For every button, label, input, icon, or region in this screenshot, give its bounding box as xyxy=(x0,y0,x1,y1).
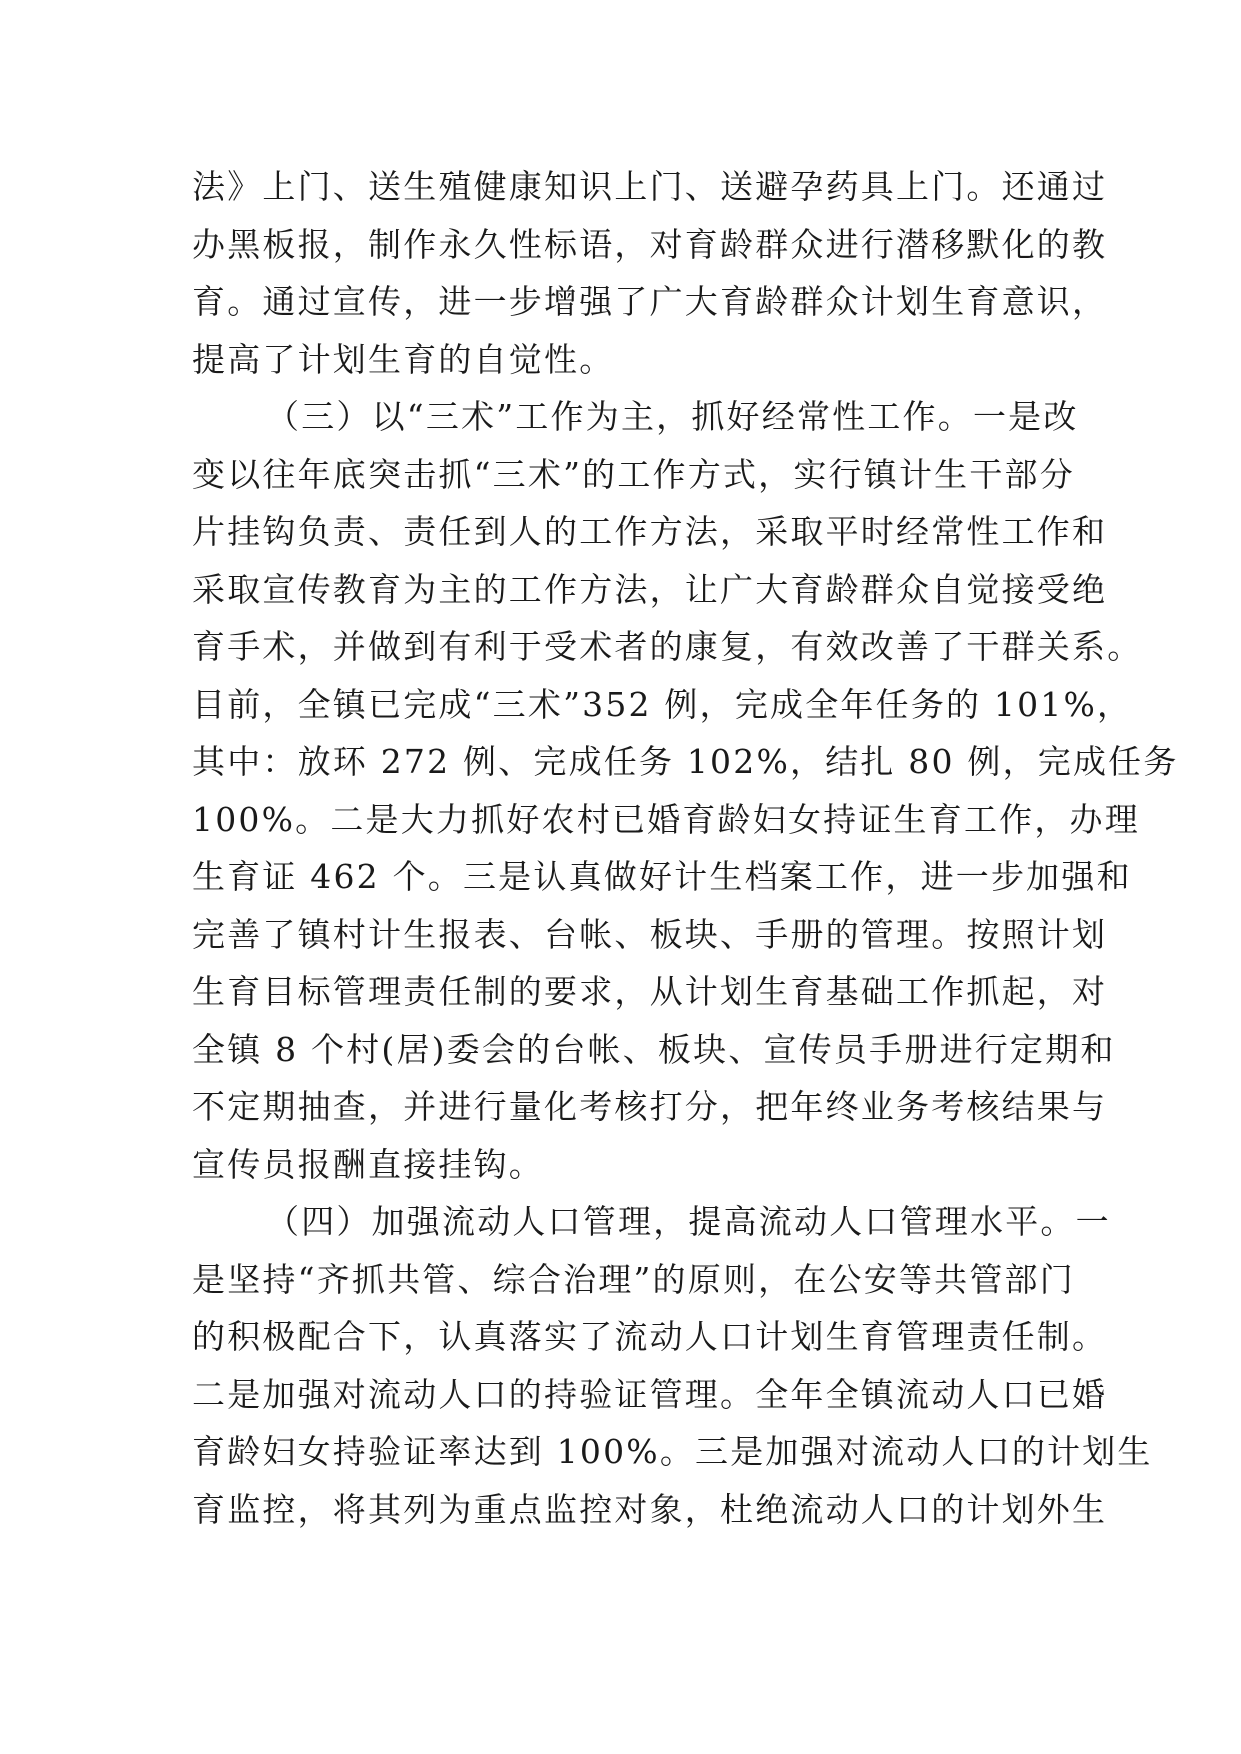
text-line: 片挂钩负责、责任到人的工作方法，采取平时经常性工作和 xyxy=(192,512,1108,551)
text-line: 完善了镇村计生报表、台帐、板块、手册的管理。按照计划 xyxy=(192,914,1108,954)
text-line: 全镇 8 个村(居)委会的台帐、板块、宣传员手册进行定期和 xyxy=(192,1029,1116,1069)
text-line: 100%。二是大力抓好农村已婚育龄妇女持证生育工作，办理 xyxy=(192,799,1140,839)
text-line: 二是加强对流动人口的持验证管理。全年全镇流动人口已婚 xyxy=(192,1374,1108,1414)
text-line: 目前，全镇已完成“三术”352 例，完成全年任务的 101%， xyxy=(192,684,1133,724)
text-line: 法》上门、送生殖健康知识上门、送避孕药具上门。还通过 xyxy=(192,167,1108,206)
text-line: 采取宣传教育为主的工作方法，让广大育龄群众自觉接受绝 xyxy=(192,569,1108,609)
text-line: 办黑板报，制作永久性标语，对育龄群众进行潜移默化的教 xyxy=(192,224,1108,264)
text-line: 育手术，并做到有利于受术者的康复，有效改善了干群关系。 xyxy=(192,627,1143,666)
text-line: 育监控，将其列为重点监控对象，杜绝流动人口的计划外生 xyxy=(192,1489,1108,1529)
text-line: 变以往年底突击抓“三术”的工作方式，实行镇计生干部分 xyxy=(192,454,1075,494)
text-line: （四）加强流动人口管理，提高流动人口管理水平。一 xyxy=(266,1202,1111,1241)
text-line: 宣传员报酬直接挂钩。 xyxy=(192,1144,544,1184)
text-line: 是坚持“齐抓共管、综合治理”的原则，在公安等共管部门 xyxy=(192,1259,1075,1299)
text-line: （三）以“三术”工作为主，抓好经常性工作。一是改 xyxy=(266,397,1079,436)
text-line: 育。通过宣传，进一步增强了广大育龄群众计划生育意识， xyxy=(192,282,1108,321)
text-line: 育龄妇女持验证率达到 100%。三是加强对流动人口的计划生 xyxy=(192,1432,1153,1471)
text-line: 提高了计划生育的自觉性。 xyxy=(192,339,615,379)
text-line: 生育目标管理责任制的要求，从计划生育基础工作抓起，对 xyxy=(192,972,1108,1011)
body-text xyxy=(192,158,1179,1538)
text-line: 其中：放环 272 例、完成任务 102%，结扎 80 例，完成任务 xyxy=(192,742,1179,781)
text-line: 的积极配合下，认真落实了流动人口计划生育管理责任制。 xyxy=(192,1317,1108,1356)
text-line: 不定期抽查，并进行量化考核打分，把年终业务考核结果与 xyxy=(192,1087,1108,1126)
text-line: 生育证 462 个。三是认真做好计生档案工作，进一步加强和 xyxy=(192,857,1132,896)
